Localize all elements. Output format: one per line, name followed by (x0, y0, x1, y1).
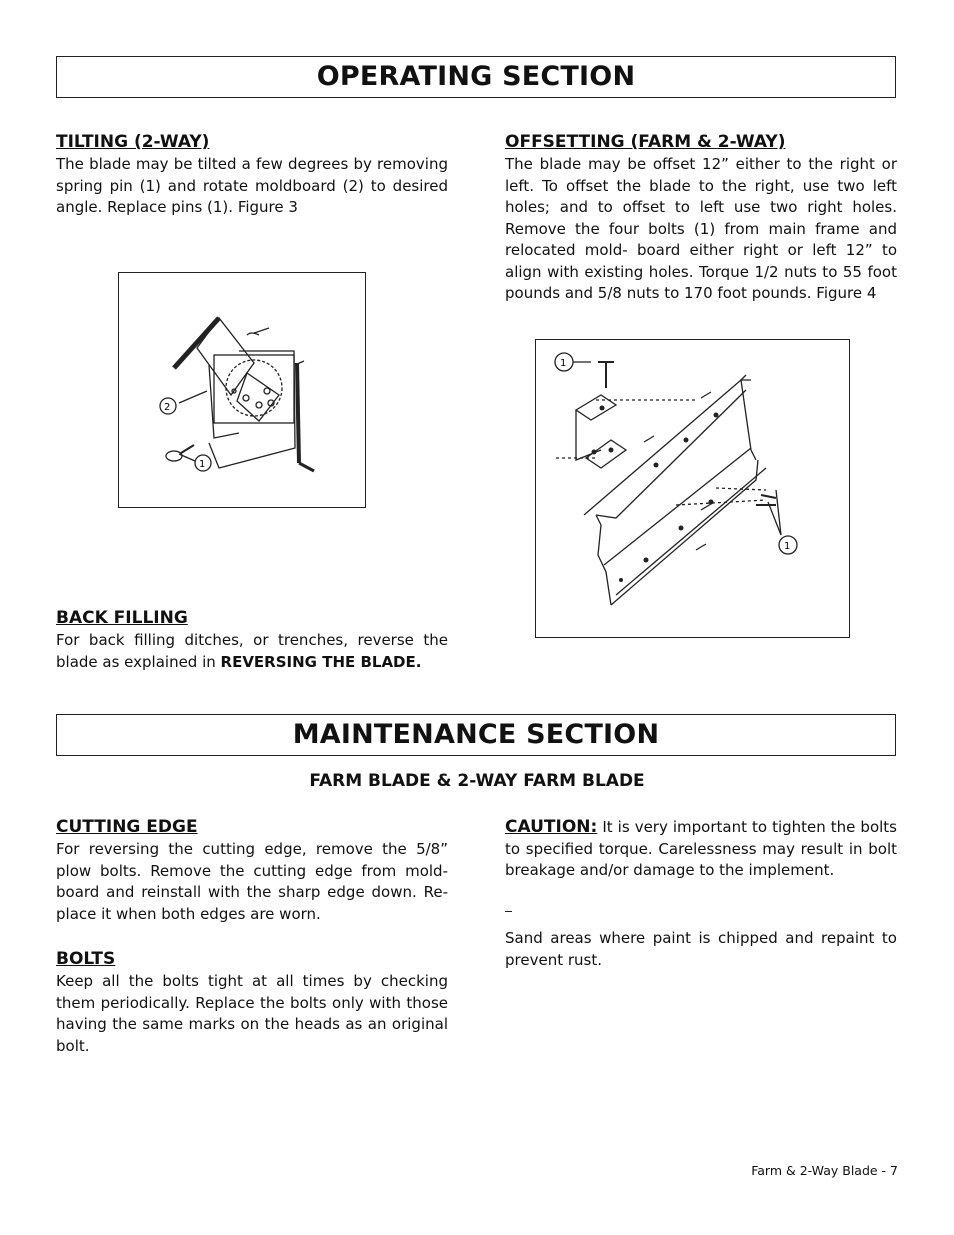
offset-moldboard-illustration (536, 340, 848, 636)
tilting-heading: TILTING (2-WAY) (56, 132, 210, 152)
caution-paragraph: CAUTION: It is very important to tighten the bolts to specified torque. Carelessness may result in bolt breakage and/or damage to the implement. (505, 817, 897, 879)
figure-3-tilting-diagram (118, 272, 366, 508)
caution-heading: CAUTION: (505, 817, 598, 837)
figure-4-offsetting-diagram (535, 339, 850, 638)
bolts-heading: BOLTS (56, 949, 116, 969)
bolts-text: Keep all the bolts tight at all times by checking them periodically. Replace the bolts only with those having the same marks on the heads as an original bolt. (56, 972, 448, 1055)
paint-text: Sand areas where paint is chipped and repaint to prevent rust. (505, 929, 897, 969)
divider-mark (505, 911, 512, 912)
back-filling-text: For back filling ditches, or trenches, reverse the blade as explained in REVERSING THE BLADE. (56, 631, 448, 671)
maintenance-subtitle: FARM BLADE & 2-WAY FARM BLADE (309, 771, 645, 791)
offsetting-text: The blade may be offset 12” either to the right or left. To offset the blade to the right, use two left holes; and to offset to left use two right holes. Remove the four bolts (1) from main frame and relocated mold- board either right or left 12” to align with existing holes. Torque 1/2 nuts to 55 foot pounds and 5/8 nuts to 170 foot pounds. Figure 4 (505, 155, 897, 302)
tilting-text: The blade may be tilted a few degrees by removing spring pin (1) and rotate moldboard (2) to desired angle. Replace pins (1). Figure 3 (56, 155, 448, 216)
offsetting-heading: OFFSETTING (FARM & 2-WAY) (505, 132, 786, 152)
callout-label-1-right: 1 (784, 541, 791, 552)
callout-label-1-top: 1 (560, 358, 567, 369)
operating-section-title: OPERATING SECTION (56, 56, 896, 98)
cutting-edge-text: For reversing the cutting edge, remove the 5/8” plow bolts. Remove the cutting edge from mold- board and reinstall with the sharp edge down. Re- place it when both edges are worn. (56, 840, 448, 923)
callout-label-1: 1 (199, 459, 206, 470)
maintenance-section-title: MAINTENANCE SECTION (56, 714, 896, 756)
page-footer: Farm & 2-Way Blade - 7 (751, 1163, 898, 1178)
back-filling-heading: BACK FILLING (56, 608, 188, 628)
tilt-moldboard-illustration (119, 273, 364, 506)
cutting-edge-heading: CUTTING EDGE (56, 817, 198, 837)
callout-label-2: 2 (164, 402, 171, 413)
